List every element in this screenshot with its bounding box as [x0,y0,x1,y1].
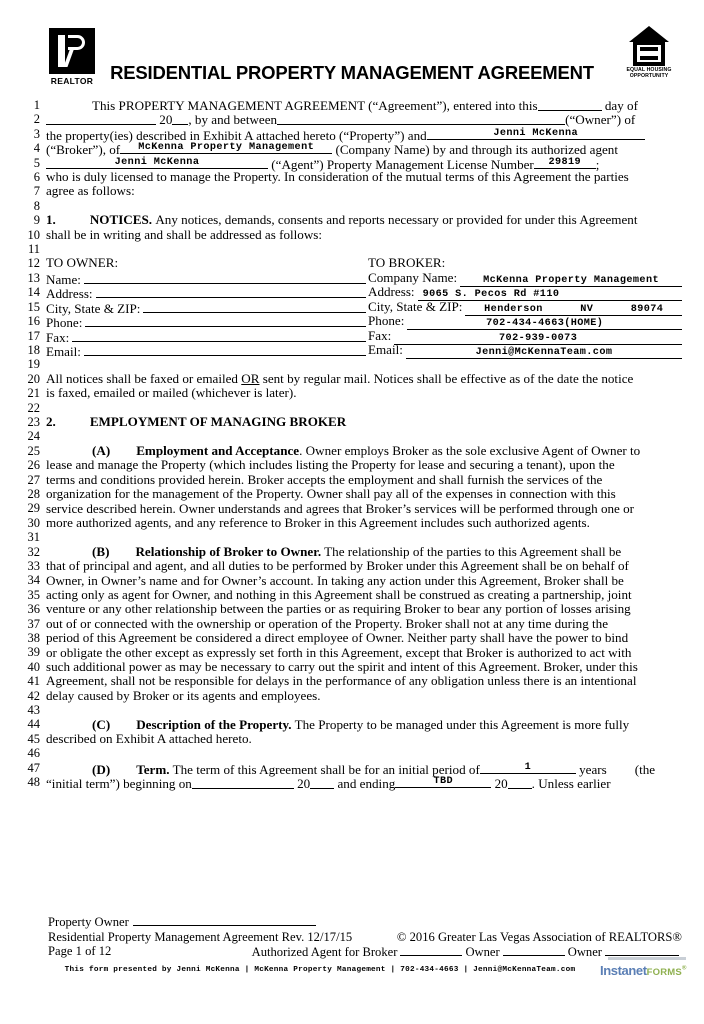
property-owner-label: Property Owner [48,915,129,930]
owner-fax-row [46,329,366,343]
line-number: 17 [27,328,40,343]
instanet-forms-logo [600,957,686,978]
line-number: 40 [27,659,40,674]
notices-or-emphasis: OR [241,370,260,386]
paragraph-b [46,545,682,703]
broker-company-input[interactable]: McKenna Property Management [460,274,682,287]
paragraph-a-line-6: more authorized agents, and any reference to Broker in this Agreement includes such authorized agents. [46,514,590,530]
broker-phone-input[interactable]: 702-434-4663(HOME) [407,317,682,330]
owner-citystatezip-row [46,300,366,314]
spacer-line-11 [46,242,682,256]
instanet-name: Instanet [600,963,647,978]
paragraph-d-text: years [579,761,607,777]
paragraph-b-line-4: acting only as agent for Owner, and nothing in this Agreement shall be construed as creating a partnership, joint [46,586,632,602]
broker-email-row [368,343,682,357]
paragraph-d-title: Term. [136,761,170,777]
owner-email-row [46,343,366,357]
line-number: 18 [27,342,40,357]
line-number: 30 [27,515,40,530]
paragraph-a-text: . Owner employs Broker as the sole exclusive Agent of Owner to [299,442,641,458]
paragraph-b-letter: (B) [92,543,110,559]
initial-term-years-field[interactable]: 1 [480,761,576,774]
section-number-2: 2. [46,414,56,430]
spacer-line-24 [46,430,682,444]
line-number: 45 [27,731,40,746]
paragraph-a-line-4: organization for the management of the Property. Owner shall pay all of the expenses in connection with this [46,486,616,502]
line-number: 44 [27,717,40,732]
broker-address-column [368,256,682,357]
intro-text: , by and between [188,112,278,128]
owner-email-label: Email: [46,343,81,359]
license-number-field[interactable]: 29819 [534,156,596,169]
instanet-logo-bar [608,957,686,960]
notices-line-21: is faxed, emailed or mailed (whichever is later). [46,385,297,401]
notices-heading: NOTICES. [89,212,153,228]
line-number: 12 [27,256,40,271]
line-number: 42 [27,688,40,703]
year-blank-field[interactable] [172,112,188,125]
owner-name-label: Name: [46,271,81,287]
paragraph-b-line-2: that of principal and agent, and all duties to be performed by Broker under this Agreement shall be on behalf of [46,558,629,574]
broker-address-input[interactable]: 9065 S. Pecos Rd #110 [418,288,682,301]
month-blank-field[interactable] [46,112,156,125]
paragraph-b-line-9: such additional power as may be necessary to carry out the spirit and intent of this Agreement. Broker, under this [46,659,638,674]
broker-citystatezip-input[interactable] [465,303,682,316]
notices-text: sent by regular mail. Notices shall be effective as of the date the notice [259,370,634,386]
paragraph-c [46,718,682,747]
intro-text: (“Broker”), of [46,142,121,158]
property-owner-signature-line[interactable] [133,914,316,926]
broker-fax-row [368,329,682,343]
line-number: 3 [33,126,40,141]
eho-caption-line-1: EQUAL HOUSING [626,67,672,73]
line-number: 35 [27,587,40,602]
intro-text: the property(ies) described in Exhibit A attached hereto (“Property”) and [46,127,427,143]
broker-state-value: NV [580,303,594,315]
authorized-agent-label: Authorized Agent for Broker [251,944,398,959]
owner-label-2: Owner [567,944,602,959]
line-number: 43 [27,703,40,718]
broker-name-field[interactable]: Jenni McKenna [427,127,645,140]
owner-address-column [46,256,366,357]
page-number-label: Page 1 of 12 [48,943,112,958]
line-number: 19 [27,357,40,372]
paragraph-a-title: Employment and Acceptance [136,442,300,458]
intro-line-7: agree as follows: [46,183,135,199]
line-number: 2 [33,112,40,127]
line-number: 9 [33,213,40,228]
term-end-year-field[interactable] [508,776,532,789]
paragraph-c-title: Description of the Property. [136,716,292,732]
line-number: 21 [27,386,40,401]
page-title: RESIDENTIAL PROPERTY MANAGEMENT AGREEMENT [110,62,594,83]
line-number: 20 [27,371,40,386]
broker-email-label: Email: [368,341,403,357]
intro-text: This PROPERTY MANAGEMENT AGREEMENT (“Agreement”), entered into this [92,98,538,113]
line-number: 15 [27,299,40,314]
broker-city-value: Henderson [484,303,543,315]
owner-address-row [46,285,366,302]
spacer-line-22 [46,401,682,415]
notices-line-20 [46,372,682,386]
line-number: 41 [27,674,40,689]
line-number: 4 [33,141,40,156]
intro-text: (Company Name) by and through its authorized agent [335,142,618,158]
spacer-line-8 [46,199,682,213]
intro-line-4 [46,141,682,158]
broker-fax-input[interactable]: 702-939-0073 [394,332,682,345]
line-number: 22 [27,400,40,415]
line-number: 48 [27,775,40,790]
property-owner-signature-row [48,914,682,929]
paragraph-b-line-8: or obligate the other except as expressly set forth in this Agreement, except that Broker is authorized to act with [46,644,632,660]
notices-text: All notices shall be faxed or emailed [46,370,242,386]
line-number: 7 [33,184,40,199]
line-number-gutter [14,98,40,790]
broker-fax-label: Fax: [368,327,392,343]
intro-text: (“Agent”) Property Management License Number [271,156,534,172]
line-number: 13 [27,270,40,285]
line-number: 38 [27,631,40,646]
line-number: 8 [33,198,40,213]
owner-phone-input[interactable] [85,314,366,327]
line-number: 6 [33,170,40,185]
paragraph-a-letter: (A) [92,442,111,458]
to-broker-heading: TO BROKER: [368,255,446,271]
intro-text: 20 [159,112,173,128]
realtor-logo-caption: REALTOR [50,76,94,86]
agent-name-field[interactable]: Jenni McKenna [46,156,268,169]
line-number: 27 [27,472,40,487]
trademark-icon: ® [681,965,686,972]
line-number: 14 [27,285,40,300]
line-number: 23 [27,414,40,429]
spacer-line-43 [46,703,682,717]
line-number: 26 [27,458,40,473]
owner-address-input[interactable] [96,285,366,298]
section-number-1: 1. [46,212,56,228]
broker-phone-label: Phone: [368,313,405,329]
revision-label: Residential Property Management Agreement Rev. 12/17/15 [48,929,353,944]
house-icon [629,26,669,66]
owner-signature-line-1[interactable] [503,944,565,956]
paragraph-d-text: (the [634,761,656,777]
intro-text: (“Owner”) of [565,112,636,128]
paragraph-b-title: Relationship of Broker to Owner. [135,543,322,559]
intro-line-3 [46,127,682,141]
line-number: 24 [27,429,40,444]
paragraph-b-text: The relationship of the parties to this Agreement shall be [321,543,622,559]
broker-company-row [368,271,682,285]
owner-label-1: Owner [465,944,500,959]
paragraph-b-line-1 [46,545,682,559]
paragraph-b-line-5: venture or any other relationship between the parties or as requiring Broker to bear any portion of losses arising [46,601,631,617]
paragraph-b-line-10: Agreement, shall not be responsible for delays in the performance of any obligation unless there is an intentional [46,673,637,689]
owner-signature-line-2[interactable] [605,944,679,956]
document-footer [0,914,704,978]
owner-address-label: Address: [46,286,93,302]
broker-phone-row [368,314,682,328]
copyright-label: © 2016 Greater Las Vegas Association of REALTORS® [396,929,682,944]
intro-line-5 [46,156,682,170]
paragraph-c-line-2: described on Exhibit A attached hereto. [46,731,252,747]
spacer-line-46 [46,746,682,760]
paragraph-a-line-1 [46,444,682,458]
broker-company-label: Company Name: [368,269,458,285]
notices-heading-line [46,213,682,227]
line-number: 29 [27,501,40,516]
broker-citystatezip-row [368,300,682,314]
owner-fax-input[interactable] [72,329,366,342]
notices-address-block [46,256,682,357]
paragraph-b-line-7: period of this Agreement be considered a direct employee of Owner. Neither party shall have the power to bind [46,630,629,646]
paragraph-d-line-2 [46,775,682,792]
term-begin-date-field[interactable] [192,776,294,789]
eho-caption-line-2: OPPORTUNITY [629,73,669,79]
line-number: 32 [27,544,40,559]
intro-text: ; [595,156,600,172]
presented-by-line: This form presented by Jenni McKenna | McKenna Property Management | 702-434-4663 | Jenni@McKennaTeam.com [64,966,576,974]
paragraph-c-letter: (C) [92,716,111,732]
paragraph-d-letter: (D) [92,761,111,777]
instanet-forms-text: FORMS [646,967,682,978]
paragraph-d-text: and ending [337,776,396,792]
footer-signature-row [48,944,682,959]
authorized-agent-signature-line[interactable] [400,944,462,956]
owner-name-input[interactable] [84,271,366,284]
line-number: 10 [27,227,40,242]
owner-fax-label: Fax: [46,329,70,345]
broker-email-input[interactable]: Jenni@McKennaTeam.com [406,346,682,359]
section2-heading: EMPLOYMENT OF MANAGING BROKER [89,414,347,430]
owner-name-row [46,271,366,285]
paragraph-a-line-5: service described herein. Owner understands and agrees that Broker’s services will be performed through one or [46,500,635,516]
owner-email-input[interactable] [84,343,366,356]
line-number: 25 [27,443,40,458]
term-end-date-field[interactable]: TBD [395,775,491,788]
line-number: 34 [27,573,40,588]
instanet-wordmark [600,963,686,978]
intro-text: day of [604,98,638,113]
line-number: 39 [27,645,40,660]
notices-line-10: shall be in writing and shall be addressed as follows: [46,226,323,242]
paragraph-d-line-1 [46,761,682,775]
paragraph-b-line-6: out of or connected with the ownership or operation of the Property. Broker shall not at any time during the [46,615,609,631]
line-number: 11 [27,242,40,257]
day-blank-field[interactable] [538,98,602,111]
line-number: 46 [27,746,40,761]
document-header [0,0,704,92]
intro-line-1 [46,98,682,112]
spacer-line-31 [46,530,682,544]
to-owner-heading: TO OWNER: [46,255,119,271]
broker-address-row [368,285,682,299]
paragraph-c-text: The Property to be managed under this Agreement is more fully [291,716,630,732]
spacer-line-19 [46,357,682,371]
notices-text: Any notices, demands, consents and reports necessary or provided for under this Agreement [155,212,638,228]
owner-phone-row [46,314,366,331]
paragraph-d-text: 20 [494,776,508,792]
footer-meta-row [48,930,682,944]
paragraph-d-text: The term of this Agreement shall be for an initial period of [169,761,480,777]
owner-phone-label: Phone: [46,315,83,331]
intro-line-2 [46,112,682,126]
term-begin-year-field[interactable] [310,776,334,789]
line-number: 31 [27,530,40,545]
line-number: 1 [33,98,40,112]
company-name-field[interactable]: McKenna Property Management [120,141,332,154]
section2-heading-line [46,415,682,429]
line-number: 36 [27,602,40,617]
line-number: 37 [27,616,40,631]
line-number: 47 [27,760,40,775]
paragraph-b-line-11: delay caused by Broker or its agents and employees. [46,687,321,703]
paragraph-a [46,444,682,530]
intro-line-6: who is duly licensed to manage the Property. In consideration of the mutual terms of this Agreement the parties [46,169,629,185]
paragraph-a-line-2: lease and manage the Property (which includes listing the Property for lease and securing a tenant), upon the [46,457,615,473]
line-number: 16 [27,314,40,329]
paragraph-d-text: 20 [297,776,311,792]
document-body [0,98,704,790]
line-number: 28 [27,486,40,501]
owner-citystatezip-input[interactable] [143,300,366,313]
paragraph-a-line-3: terms and conditions provided herein. Broker accepts the employment and shall furnish the services of the [46,471,603,487]
paragraph-c-line-1 [46,718,682,732]
broker-address-label: Address: [368,284,415,300]
owner-name-blank-field[interactable] [277,112,565,125]
broker-zip-value: 89074 [630,303,664,315]
paragraph-b-line-3: Owner, in Owner’s name and for Owner’s account. In taking any action under this Agreement, Broker shall be [46,572,624,588]
paragraph-d-text: . Unless earlier [531,776,611,792]
paragraph-d-text: “initial term”) beginning on [46,776,192,792]
broker-citystatezip-label: City, State & ZIP: [368,298,463,314]
owner-citystatezip-label: City, State & ZIP: [46,300,141,316]
line-number: 5 [33,155,40,170]
line-number: 33 [27,559,40,573]
paragraph-d [46,761,682,790]
